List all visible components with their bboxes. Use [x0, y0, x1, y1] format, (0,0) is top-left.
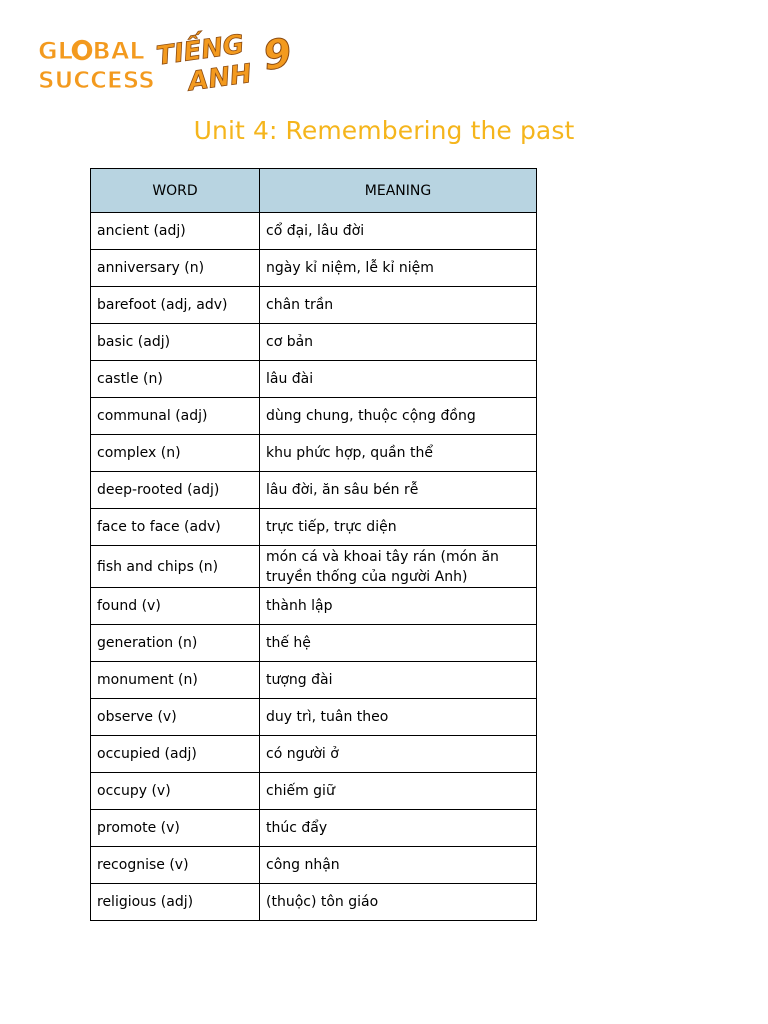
table-row — [91, 250, 537, 287]
word-cell: promote (v) — [91, 810, 260, 847]
word-cell: complex (n) — [91, 435, 260, 472]
meaning-cell: cổ đại, lâu đời — [260, 213, 537, 250]
meaning-cell: ngày kỉ niệm, lễ kỉ niệm — [260, 250, 537, 287]
word-cell: communal (adj) — [91, 398, 260, 435]
meaning-cell: khu phức hợp, quần thể — [260, 435, 537, 472]
table-row — [91, 546, 537, 588]
logo-graphic — [36, 28, 306, 98]
word-cell: basic (adj) — [91, 324, 260, 361]
meaning-cell: công nhận — [260, 847, 537, 884]
table-row — [91, 625, 537, 662]
meaning-cell: chân trần — [260, 287, 537, 324]
word-cell: deep-rooted (adj) — [91, 472, 260, 509]
meaning-cell: chiếm giữ — [260, 773, 537, 810]
meaning-cell: (thuộc) tôn giáo — [260, 884, 537, 921]
table-row — [91, 810, 537, 847]
word-cell: occupy (v) — [91, 773, 260, 810]
table-header-row — [91, 169, 537, 213]
table-row — [91, 736, 537, 773]
word-cell: recognise (v) — [91, 847, 260, 884]
tieng-anh-logo — [154, 28, 296, 98]
word-cell: monument (n) — [91, 662, 260, 699]
table-row — [91, 773, 537, 810]
page-title: Unit 4: Remembering the past — [193, 116, 575, 145]
word-cell: barefoot (adj, adv) — [91, 287, 260, 324]
word-cell: observe (v) — [91, 699, 260, 736]
vocabulary-table — [90, 168, 537, 921]
meaning-cell: cơ bản — [260, 324, 537, 361]
meaning-cell: lâu đài — [260, 361, 537, 398]
table-row — [91, 213, 537, 250]
meaning-cell: dùng chung, thuộc cộng đồng — [260, 398, 537, 435]
word-cell: face to face (adv) — [91, 509, 260, 546]
meaning-cell: trực tiếp, trực diện — [260, 509, 537, 546]
table-row — [91, 588, 537, 625]
table-row — [91, 662, 537, 699]
global-success-logo — [38, 37, 155, 94]
word-cell: religious (adj) — [91, 884, 260, 921]
table-body — [91, 213, 537, 921]
word-cell: occupied (adj) — [91, 736, 260, 773]
brand-logo-line1: GLOBAL — [38, 37, 145, 65]
table-row — [91, 324, 537, 361]
table-row — [91, 847, 537, 884]
book-logo-line1: TIẾNG — [154, 29, 247, 72]
meaning-cell: thành lập — [260, 588, 537, 625]
table-row — [91, 435, 537, 472]
word-cell: generation (n) — [91, 625, 260, 662]
table-row — [91, 398, 537, 435]
column-header-meaning: MEANING — [260, 169, 537, 213]
table-row — [91, 287, 537, 324]
table-row — [91, 509, 537, 546]
word-cell: fish and chips (n) — [91, 546, 260, 588]
word-cell: castle (n) — [91, 361, 260, 398]
brand-logo-line2: SUCCESS — [38, 68, 155, 94]
table-row — [91, 699, 537, 736]
meaning-cell: thế hệ — [260, 625, 537, 662]
meaning-cell: duy trì, tuân theo — [260, 699, 537, 736]
meaning-cell: món cá và khoai tây rán (món ăn truyền thống của người Anh) — [260, 546, 537, 588]
column-header-word: WORD — [91, 169, 260, 213]
table-row — [91, 472, 537, 509]
book-logo-line2: ANH — [186, 58, 254, 98]
table-row — [91, 361, 537, 398]
meaning-cell: có người ở — [260, 736, 537, 773]
header-logos — [36, 28, 306, 98]
meaning-cell: thúc đẩy — [260, 810, 537, 847]
word-cell: ancient (adj) — [91, 213, 260, 250]
word-cell: anniversary (n) — [91, 250, 260, 287]
table-row — [91, 884, 537, 921]
word-cell: found (v) — [91, 588, 260, 625]
meaning-cell: lâu đời, ăn sâu bén rễ — [260, 472, 537, 509]
book-logo-number: 9 — [260, 30, 295, 80]
meaning-cell: tượng đài — [260, 662, 537, 699]
